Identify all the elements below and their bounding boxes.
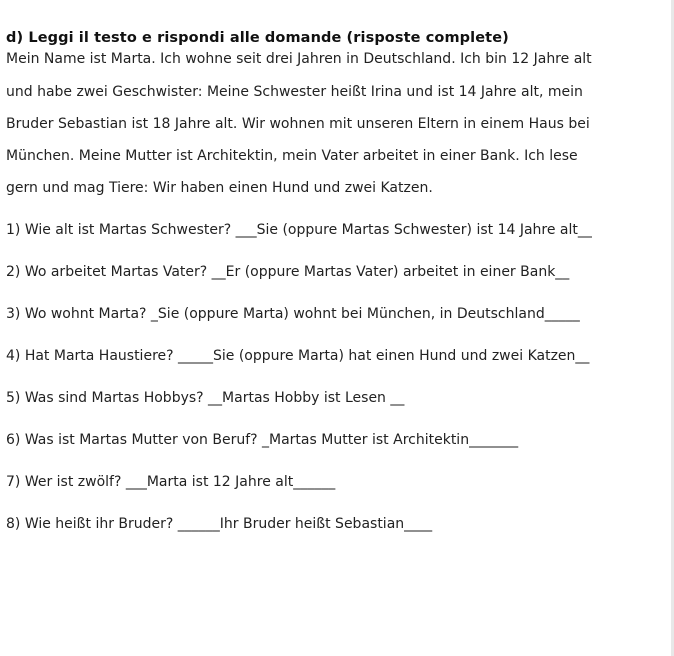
- reading-text-line: und habe zwei Geschwister: Meine Schwester heißt Irina und ist 14 Jahre alt, mein: [6, 84, 583, 100]
- question-answer-6: 6) Was ist Martas Mutter von Beruf? _Martas Mutter ist Architektin_______: [6, 432, 519, 448]
- question-answer-3: 3) Wo wohnt Marta? _Sie (oppure Marta) wohnt bei München, in Deutschland_____: [6, 306, 580, 322]
- reading-text-line: Bruder Sebastian ist 18 Jahre alt. Wir wohnen mit unseren Eltern in einem Haus bei: [6, 116, 590, 132]
- question-answer-2: 2) Wo arbeitet Martas Vater? __Er (oppure Martas Vater) arbeitet in einer Bank__: [6, 264, 570, 280]
- question-answer-1: 1) Wie alt ist Martas Schwester? ___Sie (oppure Martas Schwester) ist 14 Jahre alt__: [6, 222, 592, 238]
- reading-text-line: Mein Name ist Marta. Ich wohne seit drei Jahren in Deutschland. Ich bin 12 Jahre alt: [6, 51, 592, 67]
- question-answer-8: 8) Wie heißt ihr Bruder? ______Ihr Bruder heißt Sebastian____: [6, 516, 433, 532]
- reading-text-line: München. Meine Mutter ist Architektin, mein Vater arbeitet in einer Bank. Ich lese: [6, 148, 578, 164]
- question-answer-4: 4) Hat Marta Haustiere? _____Sie (oppure Marta) hat einen Hund und zwei Katzen__: [6, 348, 590, 364]
- question-answer-5: 5) Was sind Martas Hobbys? __Martas Hobby ist Lesen __: [6, 390, 405, 406]
- reading-text-line: gern und mag Tiere: Wir haben einen Hund und zwei Katzen.: [6, 180, 433, 196]
- exercise-heading: d) Leggi il testo e rispondi alle domande (risposte complete): [6, 30, 509, 46]
- question-answer-7: 7) Wer ist zwölf? ___Marta ist 12 Jahre alt______: [6, 474, 336, 490]
